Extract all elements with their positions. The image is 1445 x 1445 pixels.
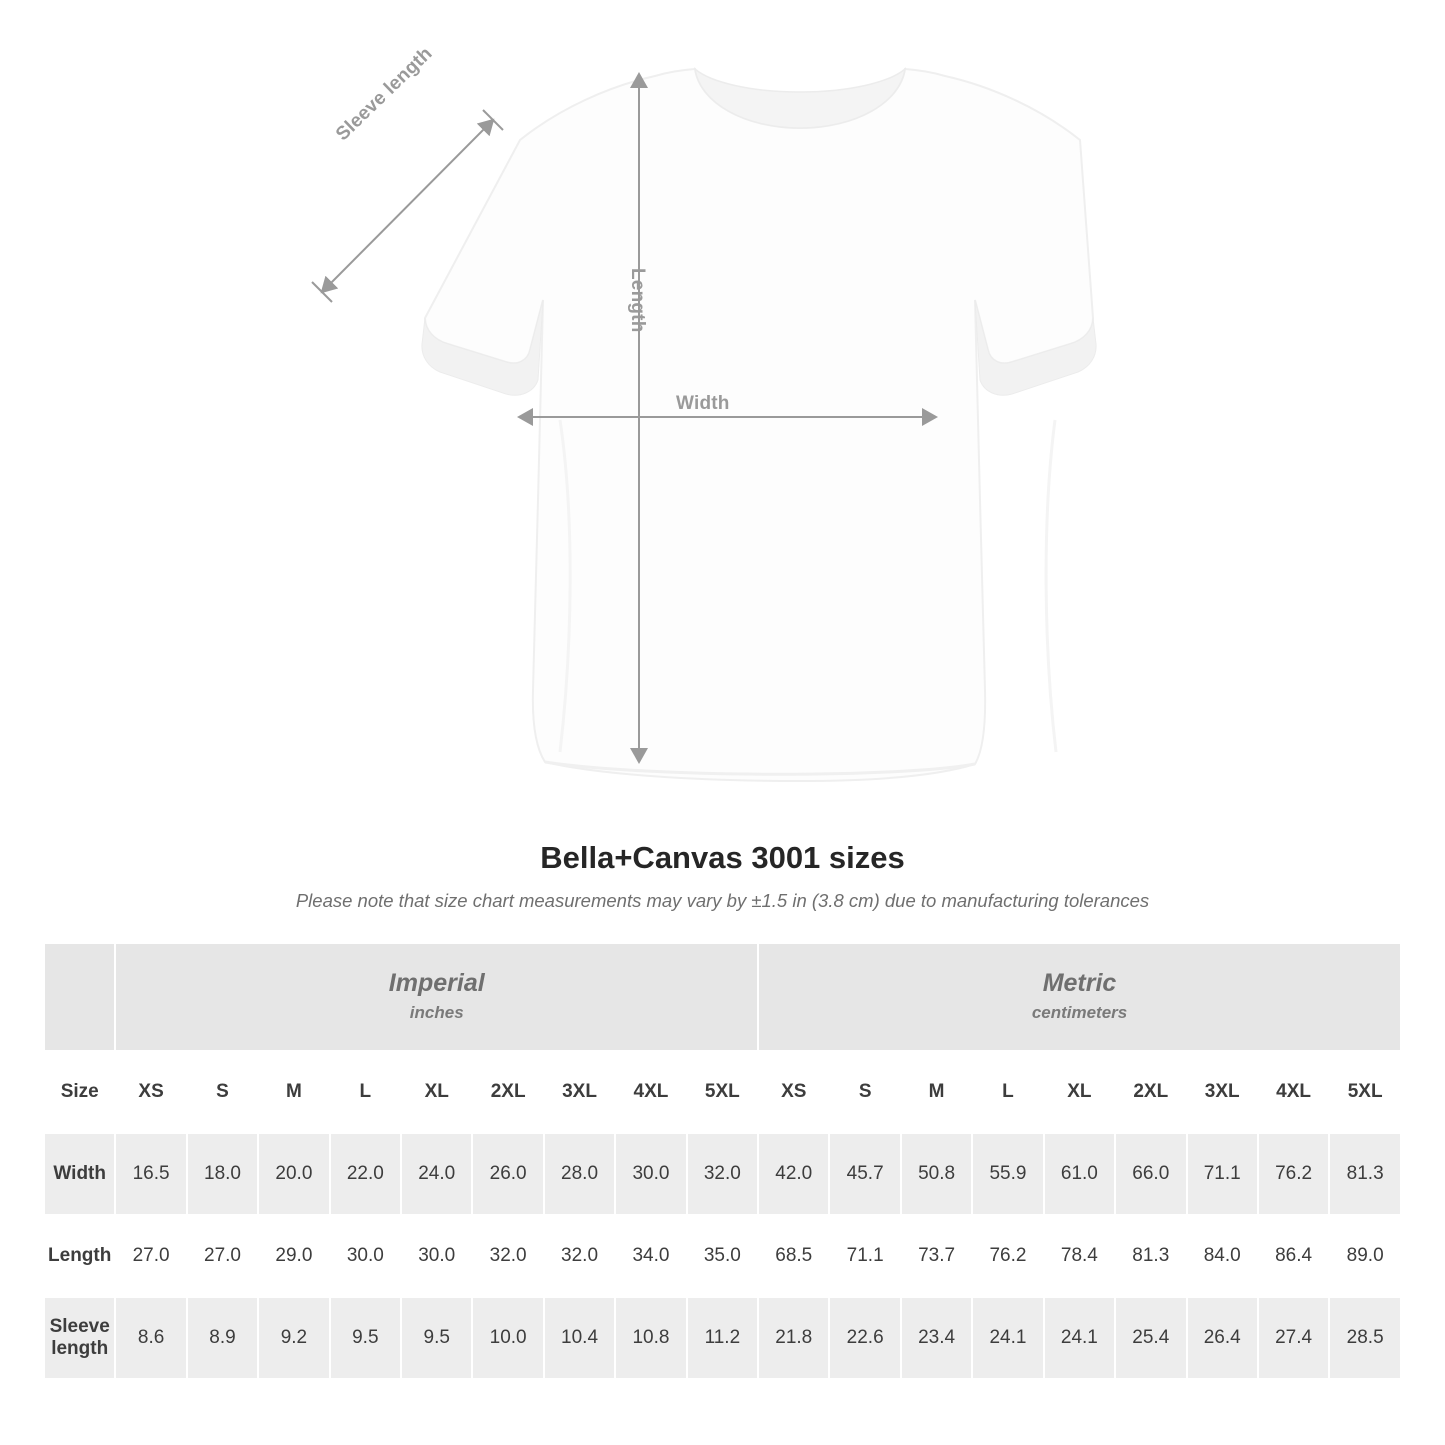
cell: 20.0 — [258, 1133, 329, 1215]
cell: 61.0 — [1044, 1133, 1115, 1215]
size-col-header: 2XL — [472, 1051, 543, 1133]
cell: 22.0 — [330, 1133, 401, 1215]
cell: 30.0 — [401, 1215, 472, 1297]
cell: 25.4 — [1115, 1297, 1186, 1379]
unit-group-metric — [758, 943, 1401, 1051]
size-col-header: S — [829, 1051, 900, 1133]
cell: 8.9 — [187, 1297, 258, 1379]
size-col-header: 5XL — [1329, 1051, 1401, 1133]
cell: 32.0 — [544, 1215, 615, 1297]
cell: 24.0 — [401, 1133, 472, 1215]
cell: 28.5 — [1329, 1297, 1401, 1379]
cell: 32.0 — [472, 1215, 543, 1297]
cell: 10.8 — [615, 1297, 686, 1379]
cell: 9.5 — [401, 1297, 472, 1379]
size-col-header: 2XL — [1115, 1051, 1186, 1133]
unit-corner-cell — [44, 943, 115, 1051]
cell: 76.2 — [972, 1215, 1043, 1297]
unit-group-imperial — [115, 943, 758, 1051]
cell: 22.6 — [829, 1297, 900, 1379]
unit-group-imperial-name: Imperial — [388, 968, 485, 997]
table-row — [44, 1297, 1401, 1379]
cell: 16.5 — [115, 1133, 186, 1215]
size-col-header: L — [330, 1051, 401, 1133]
size-col-header: 5XL — [687, 1051, 758, 1133]
cell: 24.1 — [972, 1297, 1043, 1379]
size-col-header: XS — [115, 1051, 186, 1133]
cell: 71.1 — [1187, 1133, 1258, 1215]
tshirt-shape — [422, 69, 1096, 781]
row-label-sleeve-length: Sleeve length — [44, 1297, 115, 1379]
cell: 86.4 — [1258, 1215, 1329, 1297]
size-table — [43, 942, 1402, 1380]
cell: 27.4 — [1258, 1297, 1329, 1379]
cell: 9.5 — [330, 1297, 401, 1379]
cell: 42.0 — [758, 1133, 829, 1215]
unit-header-row — [44, 943, 1401, 1051]
cell: 55.9 — [972, 1133, 1043, 1215]
cell: 21.8 — [758, 1297, 829, 1379]
cell: 30.0 — [615, 1133, 686, 1215]
row-header-size: Size — [44, 1051, 115, 1133]
cell: 78.4 — [1044, 1215, 1115, 1297]
unit-group-metric-name: Metric — [1042, 968, 1117, 997]
size-col-header: M — [258, 1051, 329, 1133]
cell: 89.0 — [1329, 1215, 1401, 1297]
unit-group-metric-sub: centimeters — [1031, 1003, 1128, 1023]
size-col-header: 3XL — [1187, 1051, 1258, 1133]
cell: 26.4 — [1187, 1297, 1258, 1379]
cell: 45.7 — [829, 1133, 900, 1215]
row-label-length: Length — [44, 1215, 115, 1297]
cell: 10.4 — [544, 1297, 615, 1379]
cell: 32.0 — [687, 1133, 758, 1215]
cell: 73.7 — [901, 1215, 972, 1297]
cell: 50.8 — [901, 1133, 972, 1215]
cell: 34.0 — [615, 1215, 686, 1297]
cell: 27.0 — [115, 1215, 186, 1297]
page-title: Bella+Canvas 3001 sizes — [540, 840, 905, 875]
cell: 9.2 — [258, 1297, 329, 1379]
cell: 66.0 — [1115, 1133, 1186, 1215]
cell: 81.3 — [1329, 1133, 1401, 1215]
size-header-row — [44, 1051, 1401, 1133]
size-table-wrapper — [43, 942, 1402, 1380]
cell: 29.0 — [258, 1215, 329, 1297]
size-col-header: 4XL — [1258, 1051, 1329, 1133]
tolerance-note: Please note that size chart measurements may vary by ±1.5 in (3.8 cm) due to manufacturing tolerances — [295, 890, 1150, 911]
cell: 35.0 — [687, 1215, 758, 1297]
cell: 84.0 — [1187, 1215, 1258, 1297]
sleeve-length-label: Sleeve length — [332, 43, 437, 146]
cell: 23.4 — [901, 1297, 972, 1379]
size-col-header: M — [901, 1051, 972, 1133]
unit-group-imperial-sub: inches — [409, 1003, 464, 1023]
size-col-header: S — [187, 1051, 258, 1133]
size-col-header: XS — [758, 1051, 829, 1133]
cell: 68.5 — [758, 1215, 829, 1297]
cell: 27.0 — [187, 1215, 258, 1297]
cell: 24.1 — [1044, 1297, 1115, 1379]
size-col-header: 3XL — [544, 1051, 615, 1133]
row-label-width: Width — [44, 1133, 115, 1215]
cell: 30.0 — [330, 1215, 401, 1297]
cell: 10.0 — [472, 1297, 543, 1379]
length-label: Length — [627, 268, 648, 333]
table-row — [44, 1215, 1401, 1297]
cell: 71.1 — [829, 1215, 900, 1297]
cell: 26.0 — [472, 1133, 543, 1215]
size-col-header: XL — [401, 1051, 472, 1133]
width-label: Width — [676, 393, 730, 414]
size-col-header: L — [972, 1051, 1043, 1133]
cell: 11.2 — [687, 1297, 758, 1379]
size-col-header: 4XL — [615, 1051, 686, 1133]
cell: 81.3 — [1115, 1215, 1186, 1297]
cell: 18.0 — [187, 1133, 258, 1215]
table-row — [44, 1133, 1401, 1215]
cell: 8.6 — [115, 1297, 186, 1379]
title-block — [0, 840, 1445, 912]
cell: 28.0 — [544, 1133, 615, 1215]
cell: 76.2 — [1258, 1133, 1329, 1215]
size-col-header: XL — [1044, 1051, 1115, 1133]
